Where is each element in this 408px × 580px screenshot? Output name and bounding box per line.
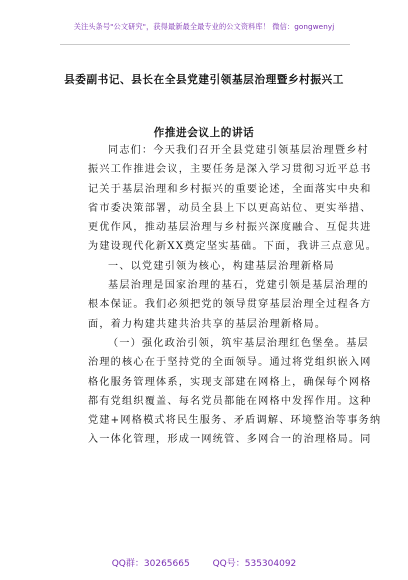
body-line: 格化服务管理体系，实现支部建在网格上，确保每个网格 bbox=[88, 376, 372, 388]
body-line: 记关于基层治理和乡村振兴的重要论述，全面落实中央和 bbox=[88, 183, 372, 195]
document-title-line-1: 县委副书记、县长在全县党建引领基层治理暨乡村振兴工 bbox=[64, 74, 344, 86]
footer-contact bbox=[0, 556, 408, 569]
body-line: 振兴工作推进会议，主要任务是深入学习贯彻习近平总书 bbox=[88, 164, 372, 176]
body-line: 基层治理是国家治理的基石，党建引领是基层治理的 bbox=[108, 280, 369, 292]
body-line: 为建设现代化新XX奠定坚实基础。下面，我讲三点意见。 bbox=[88, 241, 378, 253]
body-line: 更优作风，推动基层治理与乡村振兴深度融合、互促共进 bbox=[88, 222, 372, 234]
body-line: 省市委决策部署，动员全县上下以更高站位、更实举措、 bbox=[88, 202, 372, 214]
body-line: 入一体化管理，形成一网统管、多网合一的治理格局。同 bbox=[88, 434, 372, 446]
body-line: 治理的核心在于坚持党的全面领导。通过将党组织嵌入网 bbox=[88, 357, 372, 369]
qq-number: QQ号：535304092 bbox=[212, 559, 297, 569]
qq-group-number: QQ群：30265665 bbox=[111, 559, 190, 569]
header-banner: 关注头条号"公文研究"，获得最新最全最专业的公文资料库！ 微信：gongwenyj bbox=[73, 22, 335, 31]
body-line: 根本保证。我们必须把党的领导贯穿基层治理全过程各方 bbox=[88, 299, 372, 311]
body-line: 党建+网格模式将民生服务、矛盾调解、环境整治等事务纳 bbox=[88, 415, 382, 427]
document-body bbox=[88, 141, 382, 450]
body-line: 同志们：今天我们召开全县党建引领基层治理暨乡村 bbox=[108, 145, 369, 156]
section-heading: 一、以党建引领为核心，构建基层治理新格局 bbox=[108, 260, 335, 272]
body-line: 都有党组织覆盖、每名党员都能在网格中发挥作用。这种 bbox=[88, 395, 372, 407]
document-title-line-2: 作推进会议上的讲话 bbox=[153, 127, 255, 139]
subsection-heading: （一）强化政治引领，筑牢基层治理红色堡垒。基层 bbox=[108, 337, 369, 349]
body-line: 面，着力构建共建共治共享的基层治理新格局。 bbox=[88, 318, 327, 330]
header-divider bbox=[60, 44, 350, 45]
